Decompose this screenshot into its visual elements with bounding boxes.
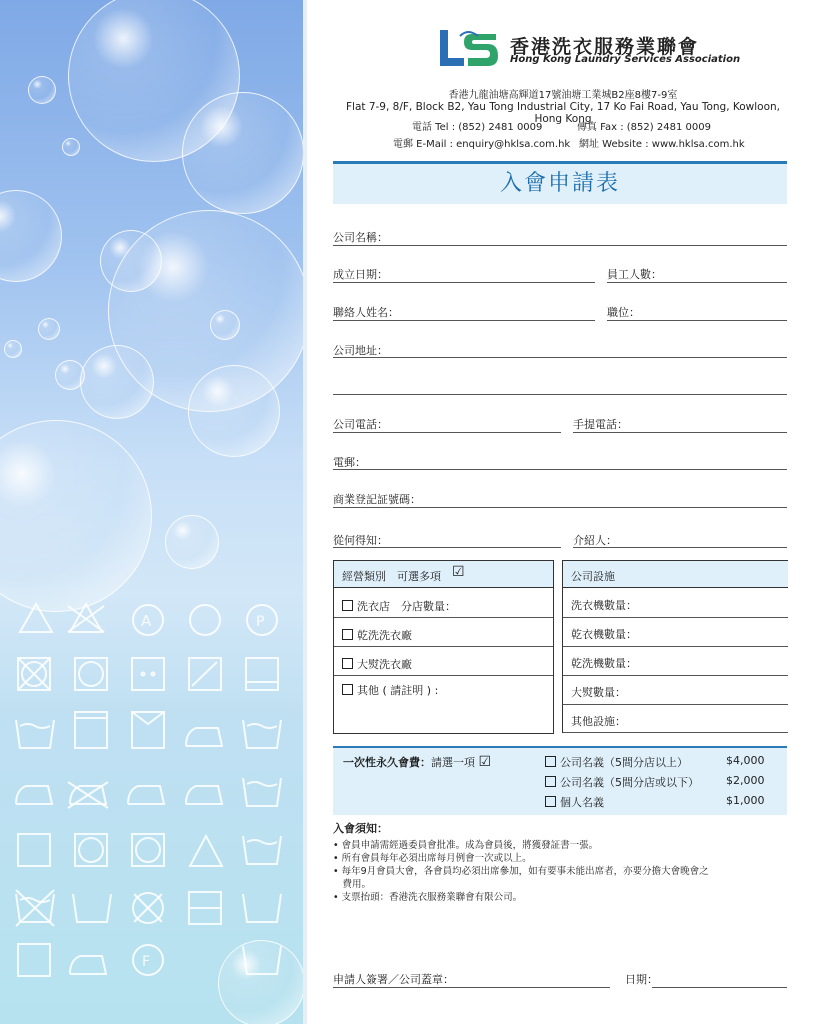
row-divider[interactable] [563, 704, 788, 705]
fee-option[interactable]: 個人名義 [545, 794, 604, 810]
membership-fee-box [333, 746, 787, 815]
referrer-line[interactable] [573, 547, 787, 548]
form-title-bar [333, 161, 787, 204]
bubble-graphic [165, 515, 219, 569]
tel-text: 電話 Tel : (852) 2481 0009 [412, 122, 543, 133]
facility-item: 乾洗機數量： [571, 657, 637, 670]
source-label: 從何得知： [333, 534, 388, 547]
row-divider [334, 675, 553, 676]
association-logo [438, 28, 500, 72]
br-number-label: 商業登記証號碼： [333, 493, 421, 506]
fee-option[interactable]: 公司名義（5間分店或以下） [545, 774, 699, 790]
email-text: 電郵 E-Mail : enquiry@hklsa.com.hk [393, 139, 571, 150]
business-type-header [334, 561, 553, 588]
bubble-graphic [55, 360, 85, 390]
row-divider [334, 617, 553, 618]
staff-count-line[interactable] [607, 282, 787, 283]
bubble-graphic [38, 318, 60, 340]
bubble-graphic [28, 76, 56, 104]
laundry-care-symbols [0, 600, 303, 1020]
note-item: • 會員申請需經過委員會批准。成為會員後，將獲發証書一張。 [333, 840, 599, 851]
svg-text:A: A [141, 612, 152, 630]
date-label: 日期： [625, 973, 658, 986]
row-divider [334, 646, 553, 647]
email-label: 電郵： [333, 456, 366, 469]
svg-text:P: P [256, 614, 265, 630]
bubble-graphic [100, 230, 162, 292]
address-english: Flat 7-9, 8/F, Block B2, Yau Tong Industrial City, 17 Ko Fai Road, Yau Tong, Kowloon, Hong Kong [345, 101, 781, 125]
founded-label: 成立日期： [333, 268, 388, 281]
svg-text:F: F [142, 954, 151, 970]
checkbox-icon[interactable] [342, 629, 353, 640]
signature-label: 申請人簽署／公司蓋章： [333, 973, 454, 986]
note-item: • 所有會員每年必須出席每月例會一次或以上。 [333, 853, 532, 864]
signature-line[interactable] [333, 987, 610, 988]
company-name-line[interactable] [333, 245, 787, 246]
row-divider[interactable] [563, 617, 788, 618]
bubble-graphic [182, 92, 303, 214]
facility-item: 大熨數量： [571, 686, 626, 699]
business-type-box [333, 560, 554, 734]
decorative-bubble-panel [0, 0, 303, 1024]
fee-label: 一次性永久會費： [343, 756, 431, 769]
checkbox-checked-icon: ☑ [478, 754, 492, 770]
note-item: • 每年9月會員大會，各會員均必須出席參加，如有要事未能出席者，亦要分擔大會晚會之 [333, 866, 709, 877]
facility-item: 乾衣機數量： [571, 628, 637, 641]
org-name-chinese: 香港洗衣服務業聯會 [510, 36, 700, 58]
address-chinese: 香港九龍油塘高輝道17號油塘工業城B2座8樓7-9室 [448, 90, 678, 101]
facility-item: 洗衣機數量： [571, 599, 637, 612]
bubble-graphic [0, 420, 152, 612]
fee-label-group [343, 754, 491, 770]
fee-option[interactable]: 公司名義（5間分店以上） [545, 754, 688, 770]
position-label: 職位： [607, 306, 640, 319]
br-number-line[interactable] [333, 507, 787, 508]
bubble-graphic [0, 190, 62, 282]
fax-text: 傳真 Fax : (852) 2481 0009 [577, 122, 711, 133]
address-line-2[interactable] [333, 394, 787, 395]
referrer-label: 介紹人： [573, 534, 617, 547]
checkbox-icon[interactable] [342, 658, 353, 669]
email-line[interactable] [333, 469, 787, 470]
facility-item: 其他設施： [571, 715, 626, 728]
contact-name-line[interactable] [333, 320, 595, 321]
mobile-line[interactable] [573, 432, 787, 433]
checkbox-icon[interactable] [342, 600, 353, 611]
facilities-header [563, 561, 788, 588]
checkbox-checked-icon: ☑ [452, 564, 465, 580]
address-label: 公司地址： [333, 344, 388, 357]
form-title: 入會申請表 [499, 171, 620, 196]
business-type-item[interactable]: 洗衣店 分店數量： [342, 598, 456, 614]
fee-price: $1,000 [726, 794, 765, 807]
founded-line[interactable] [333, 282, 595, 283]
company-phone-label: 公司電話： [333, 418, 388, 431]
staff-count-label: 員工人數： [607, 268, 662, 281]
checkbox-icon[interactable] [545, 776, 556, 787]
business-type-item[interactable]: 乾洗洗衣廠 [342, 627, 412, 643]
note-item: 費用。 [333, 879, 372, 890]
facilities-box [562, 560, 788, 733]
date-line[interactable] [652, 987, 787, 988]
company-name-label: 公司名稱： [333, 231, 388, 244]
source-line[interactable] [333, 547, 561, 548]
bubble-graphic [62, 138, 80, 156]
fee-price: $2,000 [726, 774, 765, 787]
notes-title: 入會須知： [333, 822, 388, 835]
bubble-graphic [210, 310, 240, 340]
mobile-label: 手提電話： [573, 418, 628, 431]
bubble-graphic [80, 345, 154, 419]
company-phone-line[interactable] [333, 432, 561, 433]
checkbox-icon[interactable] [342, 684, 353, 695]
fee-price: $4,000 [726, 754, 765, 767]
row-divider[interactable] [563, 732, 788, 733]
panel-divider [303, 0, 307, 1024]
checkbox-icon[interactable] [545, 756, 556, 767]
note-item: • 支票抬頭：香港洗衣服務業聯會有限公司。 [333, 892, 523, 903]
business-type-header-text: 經營類別 可選多項 [342, 570, 441, 583]
bleach-triangle-icon [20, 604, 52, 632]
bubble-graphic [4, 340, 22, 358]
facilities-header-text: 公司設施 [571, 570, 615, 583]
org-name-english: Hong Kong Laundry Services Association [510, 54, 741, 65]
business-type-item[interactable]: 大熨洗衣廠 [342, 656, 412, 672]
membership-notes [333, 822, 787, 904]
website-text: 網址 Website : www.hklsa.com.hk [579, 139, 745, 150]
fee-select-text: 請選一項 [431, 756, 475, 769]
row-divider[interactable] [563, 675, 788, 676]
checkbox-icon[interactable] [545, 796, 556, 807]
address-line-1[interactable] [333, 357, 787, 358]
contact-name-label: 聯絡人姓名： [333, 306, 399, 319]
position-line[interactable] [607, 320, 787, 321]
business-type-item[interactable]: 其他 ( 請註明 ) : [342, 682, 438, 698]
row-divider[interactable] [563, 646, 788, 647]
bubble-graphic [188, 365, 280, 457]
